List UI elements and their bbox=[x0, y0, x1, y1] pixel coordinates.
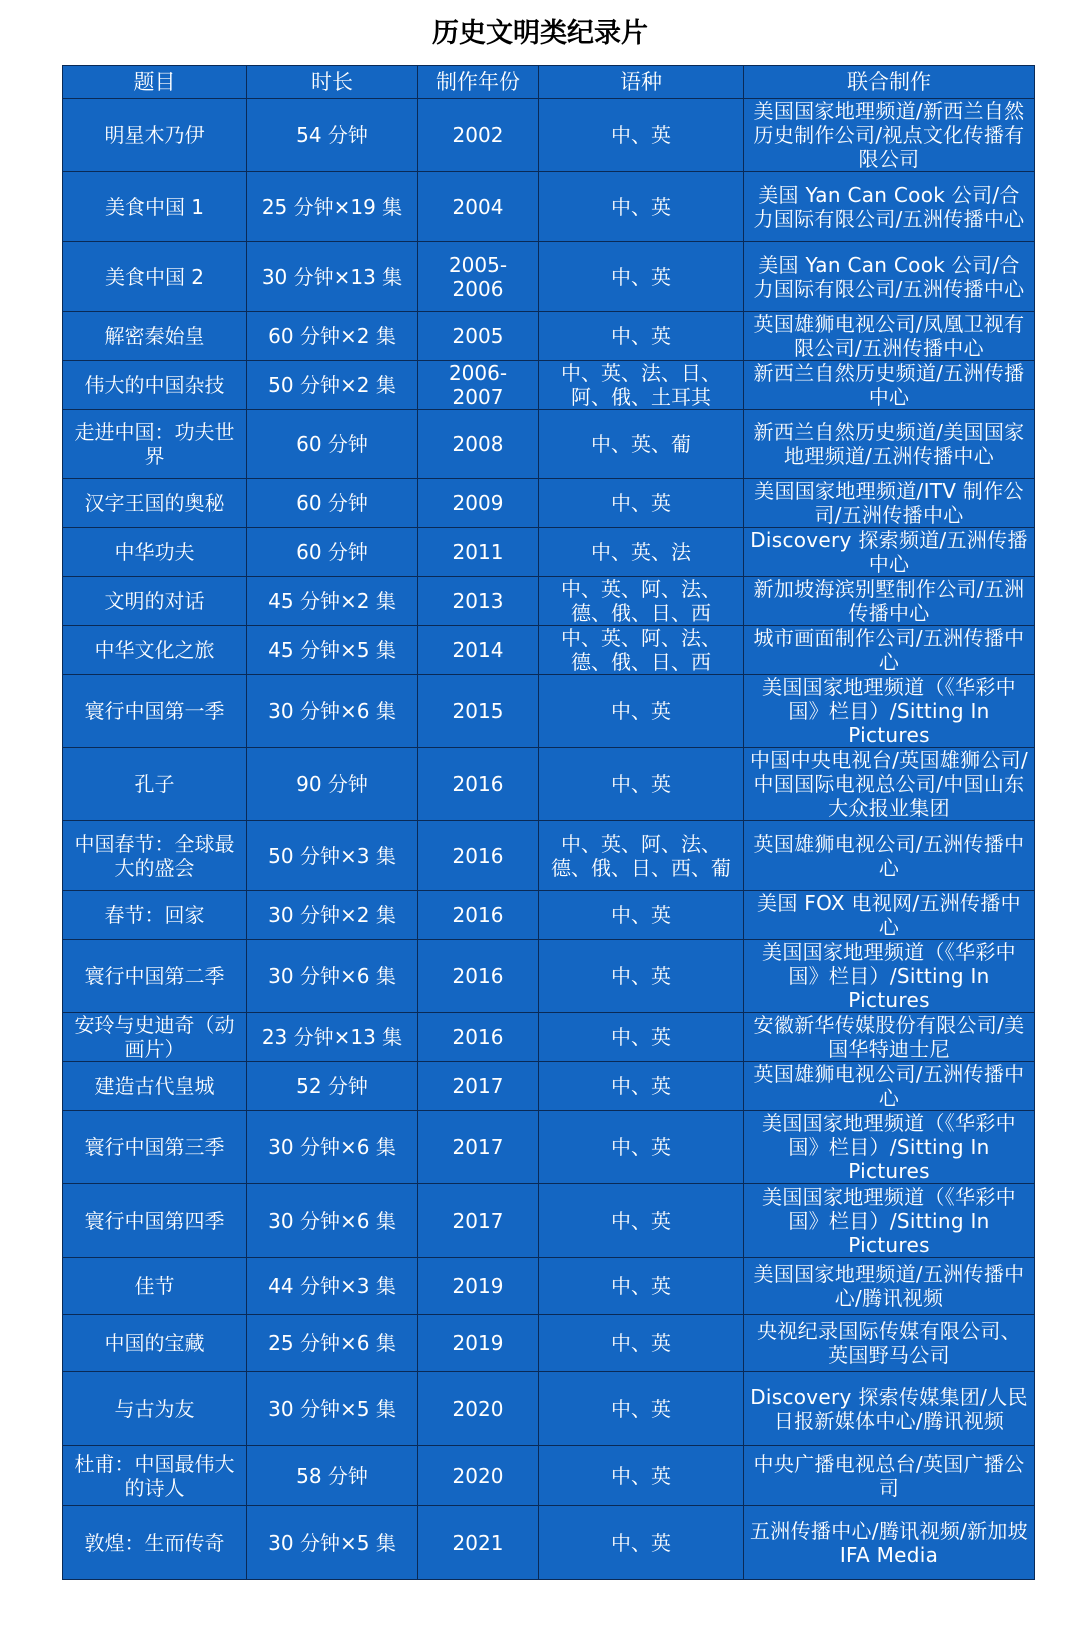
cell-title: 中华文化之旅 bbox=[63, 626, 247, 675]
cell-year: 2008 bbox=[418, 410, 539, 479]
table-row bbox=[63, 1506, 1035, 1580]
table-row bbox=[63, 528, 1035, 577]
table-row bbox=[63, 99, 1035, 172]
table-row bbox=[63, 1315, 1035, 1372]
cell-partner: 英国雄狮电视公司/凤凰卫视有限公司/五洲传播中心 bbox=[744, 312, 1035, 361]
cell-year: 2016 bbox=[418, 940, 539, 1013]
cell-language: 中、英 bbox=[539, 1184, 744, 1258]
cell-partner: 央视纪录国际传媒有限公司、英国野马公司 bbox=[744, 1315, 1035, 1372]
table-row bbox=[63, 312, 1035, 361]
cell-duration: 25 分钟×19 集 bbox=[247, 172, 418, 242]
cell-language: 中、英、阿、法、德、俄、日、西、葡 bbox=[539, 821, 744, 891]
cell-duration: 60 分钟 bbox=[247, 479, 418, 528]
cell-year: 2014 bbox=[418, 626, 539, 675]
cell-year: 2016 bbox=[418, 891, 539, 940]
documentary-table bbox=[62, 65, 1035, 1580]
cell-year: 2017 bbox=[418, 1111, 539, 1184]
table-row bbox=[63, 1258, 1035, 1315]
cell-year: 2020 bbox=[418, 1446, 539, 1506]
cell-title: 佳节 bbox=[63, 1258, 247, 1315]
cell-year: 2020 bbox=[418, 1372, 539, 1446]
cell-partner: 美国国家地理频道（《华彩中国》栏目）/Sitting In Pictures bbox=[744, 1184, 1035, 1258]
cell-language: 中、英 bbox=[539, 479, 744, 528]
cell-duration: 25 分钟×6 集 bbox=[247, 1315, 418, 1372]
cell-title: 寰行中国第二季 bbox=[63, 940, 247, 1013]
cell-title: 伟大的中国杂技 bbox=[63, 361, 247, 410]
cell-title: 明星木乃伊 bbox=[63, 99, 247, 172]
cell-duration: 60 分钟×2 集 bbox=[247, 312, 418, 361]
cell-title: 解密秦始皇 bbox=[63, 312, 247, 361]
header-title: 题目 bbox=[63, 66, 247, 99]
cell-duration: 90 分钟 bbox=[247, 748, 418, 821]
table-row bbox=[63, 172, 1035, 242]
cell-partner: 美国国家地理频道（《华彩中国》栏目）/Sitting In Pictures bbox=[744, 675, 1035, 748]
table-row bbox=[63, 675, 1035, 748]
cell-year: 2006-2007 bbox=[418, 361, 539, 410]
page-title: 历史文明类纪录片 bbox=[432, 18, 648, 49]
cell-partner: Discovery 探索频道/五洲传播中心 bbox=[744, 528, 1035, 577]
header-year: 制作年份 bbox=[418, 66, 539, 99]
table-row bbox=[63, 410, 1035, 479]
cell-language: 中、英 bbox=[539, 891, 744, 940]
table-row bbox=[63, 821, 1035, 891]
cell-partner: 安徽新华传媒股份有限公司/美国华特迪士尼 bbox=[744, 1013, 1035, 1062]
cell-year: 2005 bbox=[418, 312, 539, 361]
cell-title: 美食中国 2 bbox=[63, 242, 247, 312]
cell-language: 中、英 bbox=[539, 748, 744, 821]
cell-duration: 52 分钟 bbox=[247, 1062, 418, 1111]
table-row bbox=[63, 748, 1035, 821]
cell-title: 与古为友 bbox=[63, 1372, 247, 1446]
cell-language: 中、英、阿、法、德、俄、日、西 bbox=[539, 626, 744, 675]
cell-duration: 45 分钟×5 集 bbox=[247, 626, 418, 675]
table-row bbox=[63, 891, 1035, 940]
cell-partner: 新加坡海滨别墅制作公司/五洲传播中心 bbox=[744, 577, 1035, 626]
cell-language: 中、英 bbox=[539, 312, 744, 361]
cell-year: 2017 bbox=[418, 1062, 539, 1111]
cell-language: 中、英 bbox=[539, 1062, 744, 1111]
cell-duration: 30 分钟×6 集 bbox=[247, 675, 418, 748]
cell-language: 中、英 bbox=[539, 1111, 744, 1184]
cell-year: 2004 bbox=[418, 172, 539, 242]
cell-language: 中、英 bbox=[539, 99, 744, 172]
cell-language: 中、英 bbox=[539, 1258, 744, 1315]
cell-language: 中、英、葡 bbox=[539, 410, 744, 479]
header-language: 语种 bbox=[539, 66, 744, 99]
cell-duration: 30 分钟×5 集 bbox=[247, 1506, 418, 1580]
cell-title: 文明的对话 bbox=[63, 577, 247, 626]
cell-partner: 英国雄狮电视公司/五洲传播中心 bbox=[744, 1062, 1035, 1111]
table-row bbox=[63, 479, 1035, 528]
cell-title: 中国的宝藏 bbox=[63, 1315, 247, 1372]
cell-duration: 58 分钟 bbox=[247, 1446, 418, 1506]
table-row bbox=[63, 1013, 1035, 1062]
cell-duration: 60 分钟 bbox=[247, 410, 418, 479]
table-row bbox=[63, 940, 1035, 1013]
cell-year: 2015 bbox=[418, 675, 539, 748]
cell-title: 建造古代皇城 bbox=[63, 1062, 247, 1111]
cell-year: 2016 bbox=[418, 1013, 539, 1062]
cell-duration: 54 分钟 bbox=[247, 99, 418, 172]
cell-year: 2016 bbox=[418, 748, 539, 821]
cell-language: 中、英 bbox=[539, 1013, 744, 1062]
cell-language: 中、英 bbox=[539, 172, 744, 242]
cell-language: 中、英 bbox=[539, 1446, 744, 1506]
cell-year: 2016 bbox=[418, 821, 539, 891]
cell-partner: 美国国家地理频道/新西兰自然历史制作公司/视点文化传播有限公司 bbox=[744, 99, 1035, 172]
cell-partner: 新西兰自然历史频道/美国国家地理频道/五洲传播中心 bbox=[744, 410, 1035, 479]
table-row bbox=[63, 1111, 1035, 1184]
cell-duration: 30 分钟×6 集 bbox=[247, 1111, 418, 1184]
cell-title: 中国春节：全球最大的盛会 bbox=[63, 821, 247, 891]
cell-duration: 44 分钟×3 集 bbox=[247, 1258, 418, 1315]
cell-partner: 五洲传播中心/腾讯视频/新加坡 IFA Media bbox=[744, 1506, 1035, 1580]
table-row bbox=[63, 1372, 1035, 1446]
table-body bbox=[63, 99, 1035, 1580]
cell-title: 寰行中国第四季 bbox=[63, 1184, 247, 1258]
cell-partner: 美国国家地理频道（《华彩中国》栏目）/Sitting In Pictures bbox=[744, 1111, 1035, 1184]
cell-language: 中、英 bbox=[539, 242, 744, 312]
cell-partner: 城市画面制作公司/五洲传播中心 bbox=[744, 626, 1035, 675]
cell-partner: 中国中央电视台/英国雄狮公司/中国国际电视总公司/中国山东大众报业集团 bbox=[744, 748, 1035, 821]
cell-partner: 美国 Yan Can Cook 公司/合力国际有限公司/五洲传播中心 bbox=[744, 172, 1035, 242]
cell-partner: 美国 Yan Can Cook 公司/合力国际有限公司/五洲传播中心 bbox=[744, 242, 1035, 312]
cell-year: 2011 bbox=[418, 528, 539, 577]
cell-duration: 45 分钟×2 集 bbox=[247, 577, 418, 626]
cell-year: 2021 bbox=[418, 1506, 539, 1580]
header-row bbox=[63, 66, 1035, 99]
cell-year: 2013 bbox=[418, 577, 539, 626]
cell-language: 中、英 bbox=[539, 675, 744, 748]
cell-partner: 中央广播电视总台/英国广播公司 bbox=[744, 1446, 1035, 1506]
cell-duration: 30 分钟×2 集 bbox=[247, 891, 418, 940]
cell-year: 2017 bbox=[418, 1184, 539, 1258]
table-row bbox=[63, 1184, 1035, 1258]
cell-partner: 美国国家地理频道/ITV 制作公司/五洲传播中心 bbox=[744, 479, 1035, 528]
cell-duration: 50 分钟×2 集 bbox=[247, 361, 418, 410]
cell-language: 中、英 bbox=[539, 1315, 744, 1372]
cell-year: 2005-2006 bbox=[418, 242, 539, 312]
cell-title: 寰行中国第三季 bbox=[63, 1111, 247, 1184]
cell-duration: 30 分钟×6 集 bbox=[247, 1184, 418, 1258]
cell-language: 中、英 bbox=[539, 940, 744, 1013]
cell-partner: 新西兰自然历史频道/五洲传播中心 bbox=[744, 361, 1035, 410]
cell-year: 2002 bbox=[418, 99, 539, 172]
cell-duration: 30 分钟×5 集 bbox=[247, 1372, 418, 1446]
header-partner: 联合制作 bbox=[744, 66, 1035, 99]
cell-year: 2019 bbox=[418, 1258, 539, 1315]
cell-partner: 英国雄狮电视公司/五洲传播中心 bbox=[744, 821, 1035, 891]
cell-title: 中华功夫 bbox=[63, 528, 247, 577]
table-row bbox=[63, 242, 1035, 312]
cell-language: 中、英 bbox=[539, 1372, 744, 1446]
cell-title: 汉字王国的奥秘 bbox=[63, 479, 247, 528]
table-row bbox=[63, 626, 1035, 675]
cell-year: 2009 bbox=[418, 479, 539, 528]
cell-duration: 50 分钟×3 集 bbox=[247, 821, 418, 891]
cell-partner: 美国 FOX 电视网/五洲传播中心 bbox=[744, 891, 1035, 940]
cell-title: 寰行中国第一季 bbox=[63, 675, 247, 748]
cell-title: 安玲与史迪奇（动画片） bbox=[63, 1013, 247, 1062]
table-row bbox=[63, 361, 1035, 410]
cell-title: 走进中国：功夫世界 bbox=[63, 410, 247, 479]
cell-partner: Discovery 探索传媒集团/人民日报新媒体中心/腾讯视频 bbox=[744, 1372, 1035, 1446]
cell-title: 孔子 bbox=[63, 748, 247, 821]
cell-partner: 美国国家地理频道（《华彩中国》栏目）/Sitting In Pictures bbox=[744, 940, 1035, 1013]
cell-language: 中、英 bbox=[539, 1506, 744, 1580]
cell-title: 杜甫：中国最伟大的诗人 bbox=[63, 1446, 247, 1506]
table-row bbox=[63, 577, 1035, 626]
cell-duration: 30 分钟×6 集 bbox=[247, 940, 418, 1013]
table-row bbox=[63, 1062, 1035, 1111]
cell-partner: 美国国家地理频道/五洲传播中心/腾讯视频 bbox=[744, 1258, 1035, 1315]
cell-duration: 23 分钟×13 集 bbox=[247, 1013, 418, 1062]
cell-language: 中、英、法 bbox=[539, 528, 744, 577]
cell-title: 敦煌：生而传奇 bbox=[63, 1506, 247, 1580]
cell-duration: 60 分钟 bbox=[247, 528, 418, 577]
cell-year: 2019 bbox=[418, 1315, 539, 1372]
cell-language: 中、英、阿、法、德、俄、日、西 bbox=[539, 577, 744, 626]
header-duration: 时长 bbox=[247, 66, 418, 99]
cell-title: 春节：回家 bbox=[63, 891, 247, 940]
table-row bbox=[63, 1446, 1035, 1506]
cell-title: 美食中国 1 bbox=[63, 172, 247, 242]
cell-duration: 30 分钟×13 集 bbox=[247, 242, 418, 312]
cell-language: 中、英、法、日、阿、俄、土耳其 bbox=[539, 361, 744, 410]
